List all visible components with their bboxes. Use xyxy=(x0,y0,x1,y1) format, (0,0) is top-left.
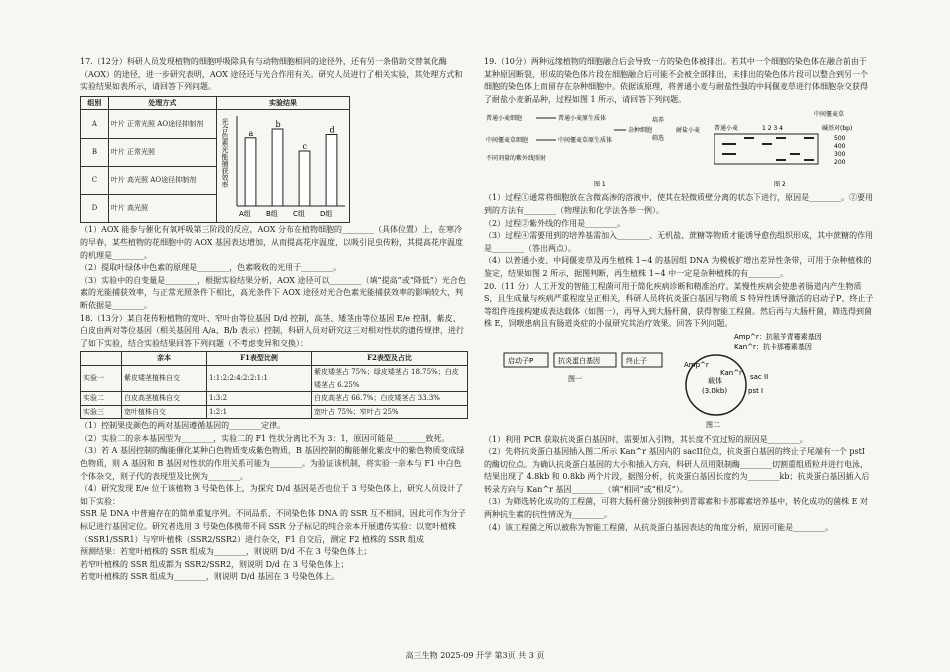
q17-row-d-group: D xyxy=(81,195,109,223)
plasmid-name: 载体 xyxy=(708,376,722,385)
q17-row-b-treatment: 叶片 正常光照 xyxy=(108,138,216,166)
fig1-grass-cell: 中间偃麦草细胞 xyxy=(486,137,529,145)
plasmid-kan-label: Kan^r xyxy=(720,368,742,377)
fig2-bp-300: 300 xyxy=(834,151,846,159)
q17-row-a-group: A xyxy=(81,110,109,138)
q19-figure2 xyxy=(714,108,864,190)
q20-s2: （2）先将抗炎蛋白基因插入图二所示 Kan^r 基因内的 sacII位点，抗炎蛋白基因的终止子尾端有一个 pstI 的酶切位点。为确认抗炎蛋白基因的大小和插入方向，科研人员用限制酶________切割重组质粒并进行电泳，结果出现了 4.8kb 和 0.8kb 两个片段，据图分析，抗炎蛋白基因长度约为________kb；抗炎蛋白基因插入后转录方向与 Kan^r 基因________（填“相同”或“相反”）。 xyxy=(484,447,870,494)
q18-s4c: 若窄叶植株的 SSR 组成都为 SSR2/SSR2，则说明 D/d 在 3 号染色体上； xyxy=(80,559,349,569)
construct-caption: 图一 xyxy=(568,374,582,383)
fig1-salt-wheat: 耐盐小麦 xyxy=(676,127,701,135)
q17-th-group: 组别 xyxy=(81,96,109,110)
bar-D组 xyxy=(326,135,337,207)
q19-s1: （1）过程①通常将细胞放在含微高渗的溶液中，使其在轻微质壁分离的状态下进行，原因是________。②要用到的方法有________（物理法和化学法各举一例）。 xyxy=(484,193,874,215)
chart-ylabel: 光合色素光能捕获效率 xyxy=(221,118,229,189)
fig2-lanes: 1 2 3 4 xyxy=(762,125,783,133)
plasmid-kan-note: Kan^r：抗卡那霉素基因 xyxy=(734,342,812,351)
plasmid-size: (3.0kb) xyxy=(702,386,728,395)
q17-th-result: 实验结果 xyxy=(217,96,350,110)
fig1-wheat-protoplast: 普通小麦原生质体 xyxy=(558,115,607,123)
q17-intro: 17.（12分）科研人员发现植物的细胞呼吸除具有与动物细胞相同的途径外，还有另一条借助交替氧化酶（AOX）的途径，进一步研究表明，AOX 途径还与光合作用有关。研究人员进行了相关实验，其处理方式和实验结果如表所示，请回答下列问题。 xyxy=(80,57,463,92)
q19-intro: 19.（10分）两种远缘植物的细胞融合后会导致一方的染色体被排出。若其中一个细胞的染色体在融合前由于某种原因断裂，形成的染色体片段在细胞融合后可能不会被全部排出，未排出的染色体片段可以整合到另一个细胞的染色体上而留存在杂种细胞中。依据该原理，将普通小麦与耐盐性强的中间偃麦草进行体细胞杂交获得了耐盐小麦新品种，过程如图 1 所示，请回答下列问题。 xyxy=(484,57,868,104)
x-tick-label: B组 xyxy=(266,210,278,219)
fig1-caption: 图 1 xyxy=(594,181,606,189)
plasmid-amp-note: Amp^r：抗氨苄青霉素基因 xyxy=(734,332,822,341)
bar-B组 xyxy=(272,129,283,206)
x-tick-label: C组 xyxy=(293,210,305,219)
q18-table xyxy=(80,351,468,419)
construct-terminator: 终止子 xyxy=(626,356,647,365)
q19-s2: （2）过程②紫外线的作用是________。 xyxy=(484,218,626,228)
fig1-hybrid-cell: 杂种细胞 xyxy=(628,127,653,135)
q18-th-0 xyxy=(81,352,122,366)
q20-intro: 20.（11 分）人工开发的智能工程菌可用于简化疾病诊断和精准治疗。某慢性疾病会使患者肠道内产生物质 S，且生成量与疾病严重程度呈正相关，科研人员将抗炎蛋白基因与物质 S 特异性诱导激活的启动子P、终止子等组件连接构建成表达载体（如图一），再导入到大肠杆菌，获得智能工程菌。然后再与大肠杆菌，筛选得到菌株 E，饲喂患病且有肠道炎症的小鼠研究其治疗效果。回答下列问题。 xyxy=(484,281,874,329)
q18-f2-1: 紫皮矮茎占 75%；绿皮矮茎占 18.75%；白皮矮茎占 6.25% xyxy=(312,365,468,391)
q20-s3: （3）为筛选转化成功的工程菌，可将大肠杆菌分别接种到青霉素和卡那霉素培养基中，转化成功的菌株 E 对两种抗生素的抗性情况为________。 xyxy=(484,497,869,520)
q17-table xyxy=(80,96,350,224)
fig1-screen: 筛选 xyxy=(652,135,665,143)
bar-C组 xyxy=(299,151,310,206)
plasmid-caption: 图二 xyxy=(706,420,720,429)
x-tick-label: A组 xyxy=(239,210,251,219)
q19-figure1 xyxy=(484,108,704,190)
plasmid-amp-label: Amp^r xyxy=(684,360,709,369)
q17-row-d-treatment: 叶片 高光照 xyxy=(108,195,216,223)
bar-data-label: c xyxy=(302,142,307,152)
fig2-bands xyxy=(722,138,814,160)
q18-s1: （1）控制果皮颜色的两对基因遵循基因的________定律。 xyxy=(80,421,286,431)
fig2-caption: 图 2 xyxy=(774,181,786,189)
q17-s2: （2）提取叶绿体中色素的原理是________，色素吸收的光用于________。 xyxy=(80,263,342,273)
q18-parent-1: 紫皮矮茎植株自交 xyxy=(122,365,207,391)
plasmid-pst-site: pst I xyxy=(748,386,764,395)
q18-parent-3: 宽叶植株自交 xyxy=(122,405,207,419)
q18-exp-2: 实验二 xyxy=(81,392,122,406)
q18-th-2: F1表型比例 xyxy=(207,352,312,366)
fig2-bp-400: 400 xyxy=(834,143,846,151)
q18-parent-2: 白皮高茎植株自交 xyxy=(122,392,207,406)
fig2-bp-label: 碱基对(bp) xyxy=(822,125,853,133)
right-column xyxy=(484,56,874,534)
q18-intro: 18.（13分）某自花传粉植物的宽叶、窄叶由等位基因 D/d 控制，高茎、矮茎由等位基因 E/e 控制，紫皮、白皮由两对等位基因（相关基因用 A/a、B/b 表示）控制，科研人员对研究这三对相对性状的遗传规律，进行了如下实验，结合实验结果回答下列问题（不考虑变异和交换）： xyxy=(80,313,465,348)
q20-s1: （1）利用 PCR 获取抗炎蛋白基因时，需要加入引物，其长度不宜过短的原因是________。 xyxy=(484,434,808,444)
fig2-gel xyxy=(714,134,818,164)
q17-row-c-group: C xyxy=(81,166,109,194)
q20-s4: （4）该工程菌之所以被称为智能工程菌，从抗炎蛋白基因表达的角度分析，原因可能是________。 xyxy=(484,522,834,532)
q18-s3: （3）若 A 基因控制的酶能催化某种白色物质变成紫色物质，B 基因控制的酶能催化紫皮中的紫色物质变成绿色物质，则 A 基因和 B 基因对性状的作用关系可能为________。为验证该机制，将实验一亲本与 F1 中白色个体杂交，则子代的表现型及比例为________。 xyxy=(80,446,465,481)
q18-exp-1: 实验一 xyxy=(81,365,122,391)
q17-s3: （3）实验中的自变量是________，根据实验结果分析，AOX 途径可以________（填“提高”或“降低”）光合色素的光能捕获效率，与正常光照条件下相比，高光条件下 AOX 途径对光合色素光能捕获效率的影响较大，判断依据是________。 xyxy=(80,275,466,310)
q20-figures xyxy=(484,331,874,429)
q18-s4b: 预测结果：若宽叶植株的 SSR 组成为________，则说明 D/d 不在 3 号染色体上； xyxy=(80,547,372,557)
q18-f2-3: 宽叶占 75%；窄叶占 25% xyxy=(312,405,468,419)
q17-row-a-treatment: 叶片 正常光照 AO途径抑制剂 xyxy=(108,110,216,138)
q18-f1-1: 1:1:2:2:4:2:2:1:1 xyxy=(207,365,312,391)
bar-data-label: d xyxy=(329,125,335,135)
plasmid-sac-site: sac II xyxy=(750,372,769,381)
fig2-bp-500: 500 xyxy=(834,135,846,143)
q18-s4: （4）研究发现 E/e 位于该植物 3 号染色体上，为探究 D/d 基因是否也位于 3 号染色体上，研究人员设计了如下实验： xyxy=(80,484,464,506)
q19-figures xyxy=(484,108,874,190)
q17-table-block xyxy=(80,96,468,224)
q18-s4a: SSR 是 DNA 中普遍存在的简单重复序列。不同品系、不同染色体 DNA 的 SSR 互不相同，因此可作为分子标记进行基因定位。研究者选用 3 号染色体携带不同 SSR 分子标记的纯合亲本开展遗传实验：以宽叶植株（SSR1/SSR1）与窄叶植株（SSR2/SSR2）进行杂交，F1 自交后，测定 F2 植株的 SSR 组成 xyxy=(80,509,466,544)
q17-row-c-treatment: 叶片 高光照 AO途径抑制剂 xyxy=(108,166,216,194)
left-column xyxy=(80,56,468,584)
q17-bar-chart xyxy=(217,110,349,222)
bar-A组 xyxy=(245,138,256,206)
q19-s4: （4）以普通小麦、中间偃麦草及再生植株 1~4 的基因组 DNA 为模板扩增出差异性条带，可用于杂种植株的鉴定，结果如图 2 所示，据图判断，再生植株 1~4 中一定是杂种植株的有________。 xyxy=(484,256,872,278)
q17-row-b-group: B xyxy=(81,138,109,166)
x-tick-label: D组 xyxy=(320,210,333,219)
q18-f1-2: 1:3:2 xyxy=(207,392,312,406)
fig1-wheat-cell: 普通小麦细胞 xyxy=(486,115,523,123)
q17-chart-cell xyxy=(217,110,350,223)
fig1-uv: 不同剂量的紫外线照射 xyxy=(486,155,547,163)
fig1-culture: 培养 xyxy=(652,117,665,125)
page-footer: 高三生物 2025-09 开学 第3页 共 3 页 xyxy=(405,651,545,660)
q18-th-3: F2表型及占比 xyxy=(312,352,468,366)
q17-s1: （1）AOX 能参与催化有氧呼吸第三阶段的反应，AOX 分布在植物细胞的________（具体位置）上，在寒冷的早春，某些植物的花细胞中的 AOX 基因表达增加，从而提高花序温度，以吸引昆虫传粉，其提高花序温度的机理是________。 xyxy=(80,225,463,260)
q18-s4d: 若宽叶植株的 SSR 组成为________，则说明 D/d 基因在 3 号染色体上。 xyxy=(80,572,340,582)
q18-f2-2: 白皮高茎占 66.7%；白皮矮茎占 33.3% xyxy=(312,392,468,406)
fig1-grass-protoplast: 中间偃麦草原生质体 xyxy=(558,137,613,145)
bar-data-label: a xyxy=(248,129,254,139)
bar-data-label: b xyxy=(275,120,281,130)
fig2-lane-last: 中间偃麦草 xyxy=(814,111,845,119)
q18-exp-3: 实验三 xyxy=(81,405,122,419)
q17-th-treatment: 处理方式 xyxy=(108,96,216,110)
q18-f1-3: 1:2:1 xyxy=(207,405,312,419)
q18-s2: （2）实验二的亲本基因型为________，实验二的 F1 性状分离比不为 3：1，原因可能是________致死。 xyxy=(80,433,450,443)
fig2-lane-1: 普通小麦 xyxy=(714,125,739,133)
q18-th-1: 亲本 xyxy=(122,352,207,366)
q19-s3: （3）过程④需要用到的培养基需加入________、无机盐、蔗糖等物质才能诱导愈伤组织形成，其中蔗糖的作用是________（答出两点）。 xyxy=(484,231,874,253)
construct-promoter: 启动子P xyxy=(508,356,534,365)
construct-gene: 抗炎蛋白基因 xyxy=(558,356,600,365)
fig2-bp-200: 200 xyxy=(834,159,846,167)
